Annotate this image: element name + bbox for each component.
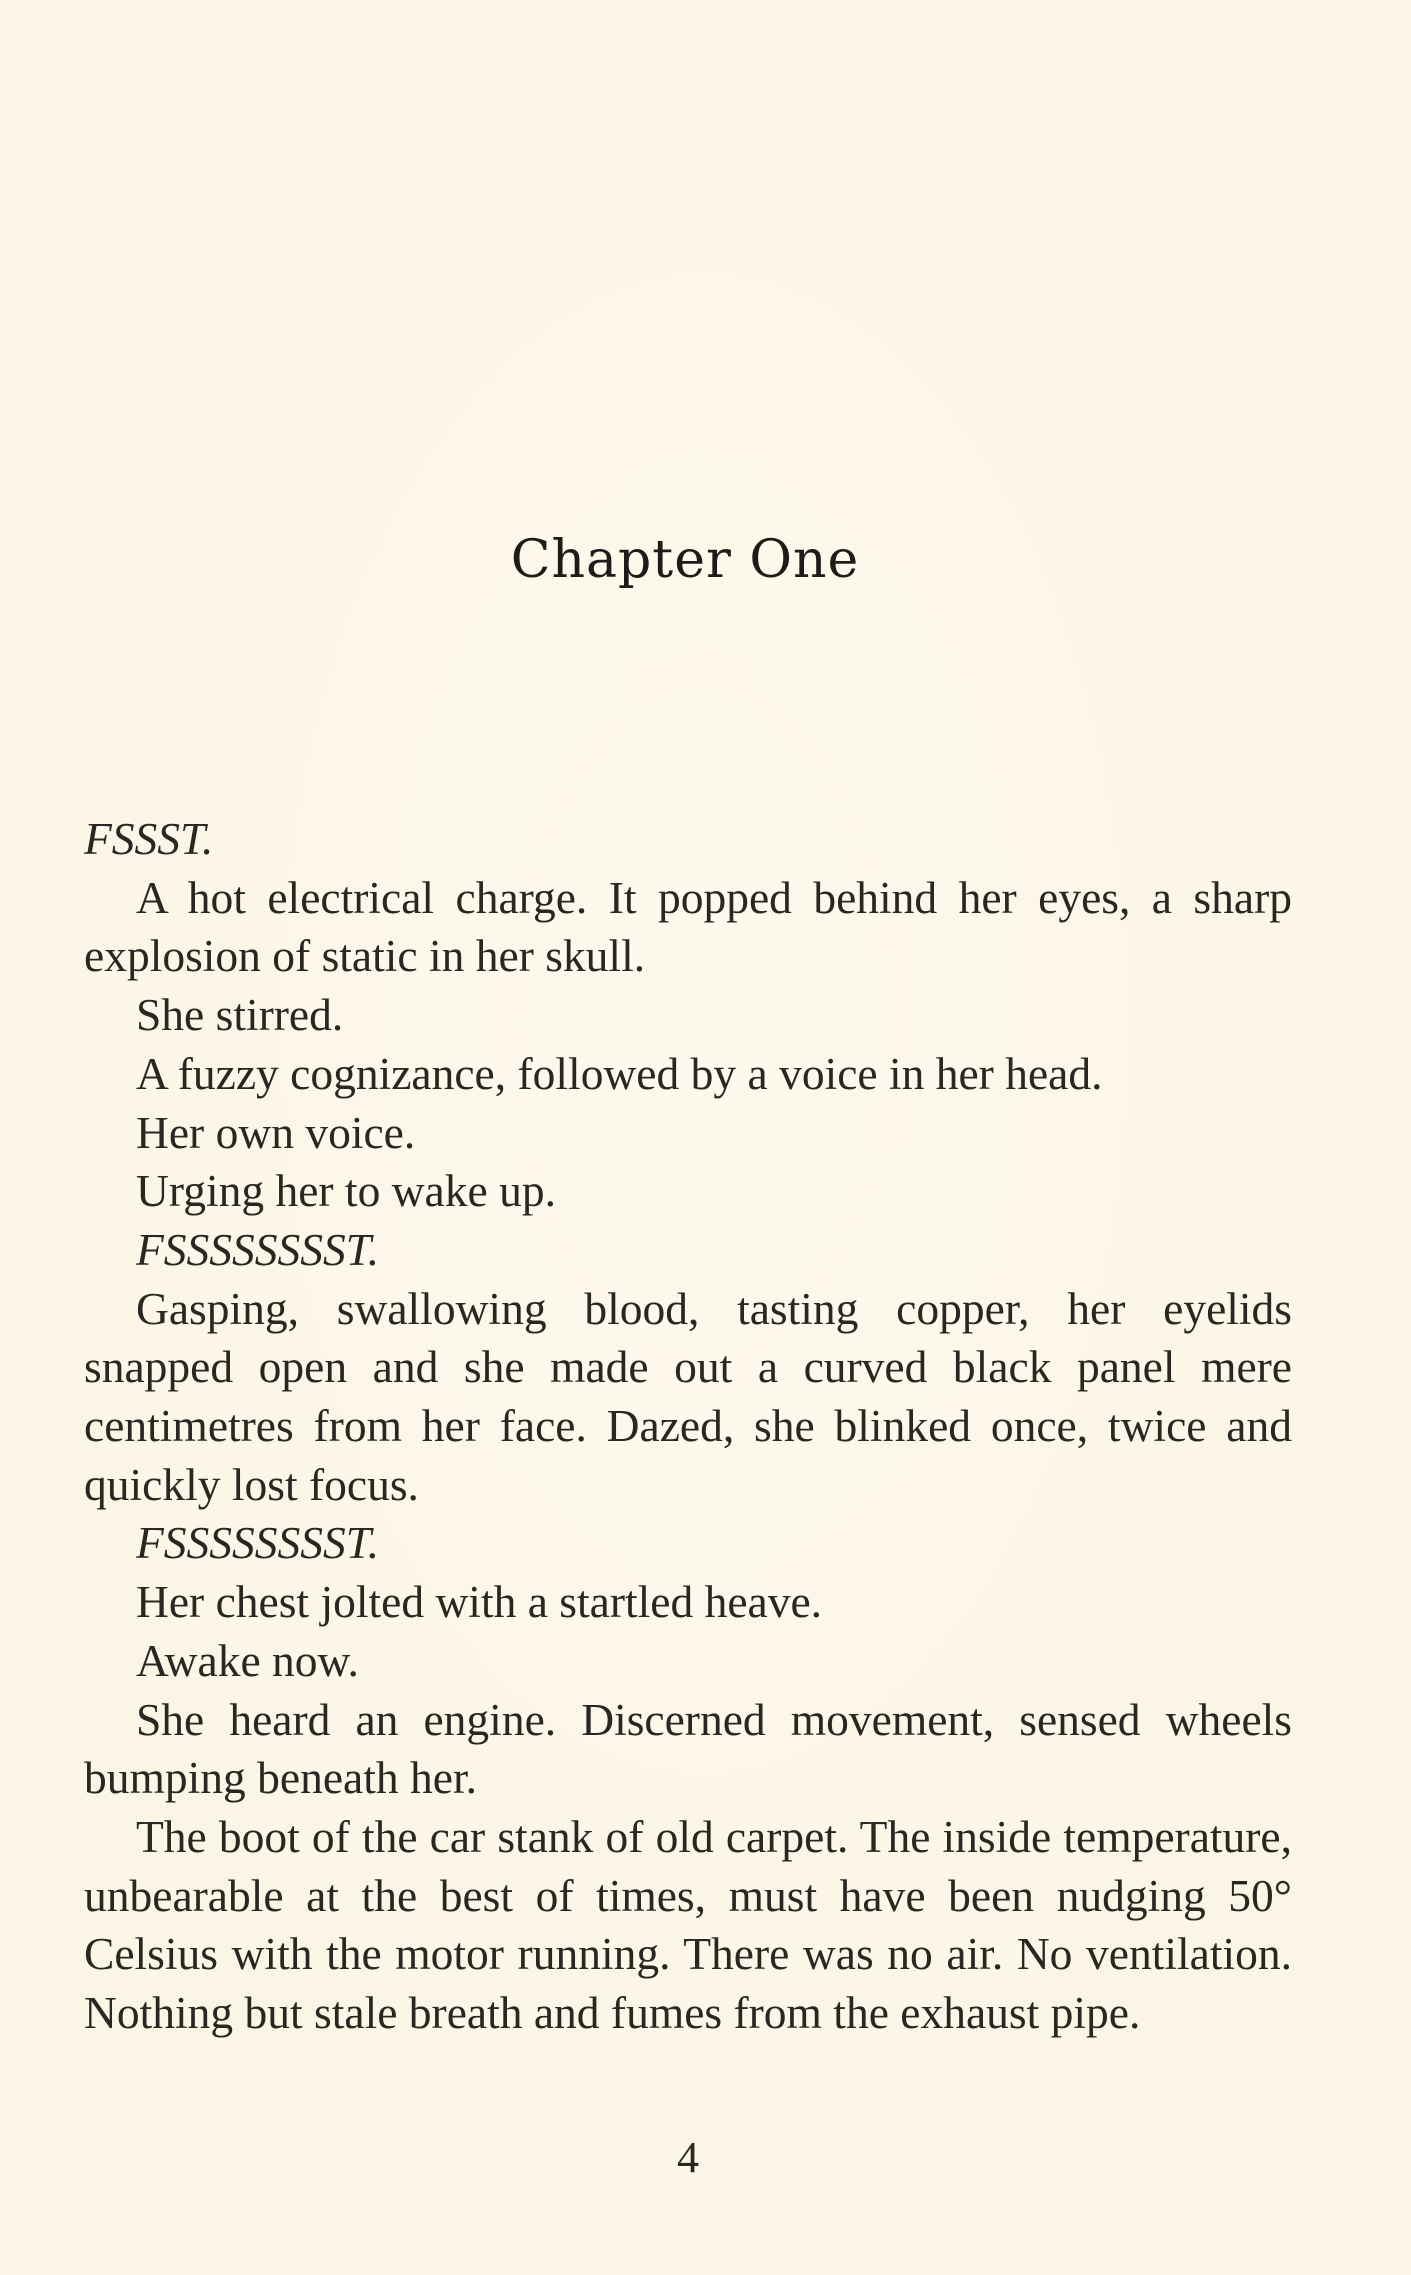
paragraph: Awake now.: [136, 1634, 359, 1686]
paragraph: A hot electrical charge. It popped behind her eyes, a sharp explosion of static in her skull.: [84, 871, 1292, 982]
paragraph: Her chest jolted with a startled heave.: [136, 1576, 823, 1628]
paragraph: Urging her to wake up.: [136, 1165, 556, 1217]
paragraph: She heard an engine. Discerned movement, sensed wheels bumping beneath her.: [84, 1693, 1292, 1804]
paragraph: A fuzzy cognizance, followed by a voice in her head.: [136, 1047, 1103, 1099]
paragraph: Gasping, swallowing blood, tasting copper, her eyelids snapped open and she made out a curved black panel mere centimetres from her face. Dazed, she blinked once, twice and quickly lost focus.: [84, 1282, 1292, 1510]
chapter-body: [84, 810, 1292, 2043]
paragraph: The boot of the car stank of old carpet. The inside temperature, unbearable at the best of times, must have been nudging 50° Celsius with the motor running. There was no air. No ventilation. Nothing but stale breath and fumes from the exhaust pipe.: [84, 1810, 1292, 2039]
paragraph: She stirred.: [136, 989, 344, 1041]
paragraph: FSSSSSSSST.: [136, 1223, 380, 1275]
paragraph: FSSSSSSSST.: [136, 1517, 380, 1569]
page-number: 4: [677, 2133, 699, 2182]
paragraph: FSSST.: [84, 813, 214, 864]
paragraph: Her own voice.: [136, 1106, 416, 1158]
chapter-title: Chapter One: [510, 530, 860, 590]
